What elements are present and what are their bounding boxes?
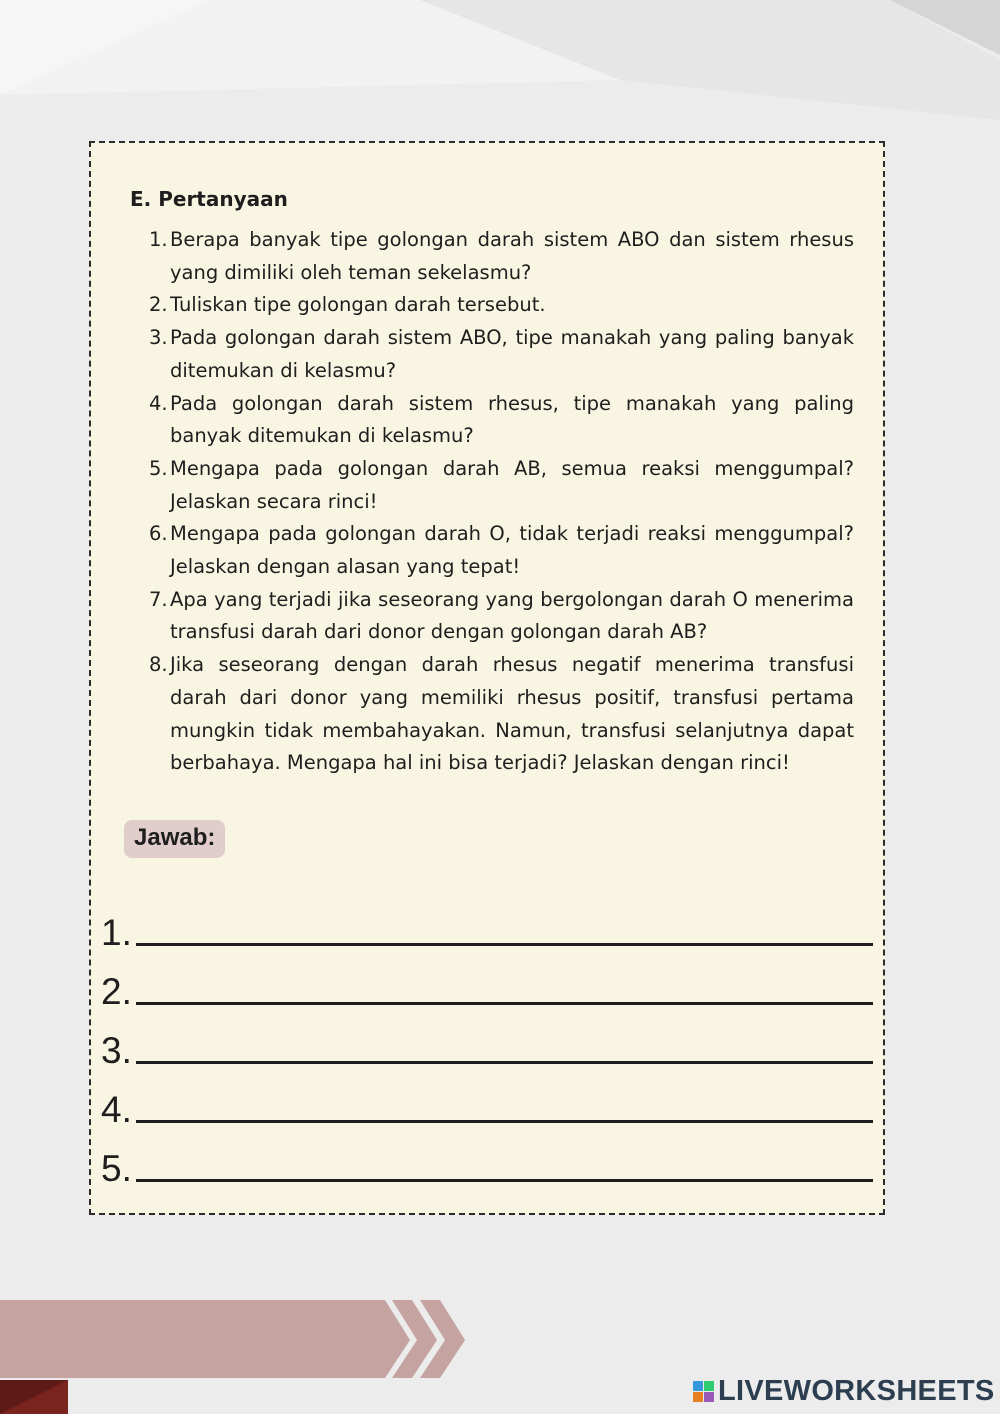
question-text: Tuliskan tipe golongan darah tersebut. bbox=[170, 293, 546, 317]
question-item bbox=[149, 388, 854, 453]
answer-list bbox=[101, 893, 873, 1188]
question-number: 6. bbox=[149, 522, 168, 546]
answer-row bbox=[101, 1011, 873, 1070]
question-item bbox=[149, 649, 854, 780]
question-number: 8. bbox=[149, 653, 168, 677]
question-item bbox=[149, 322, 854, 387]
answer-row bbox=[101, 1070, 873, 1129]
question-text: Mengapa pada golongan darah O, tidak terjadi reaksi menggumpal? Jelaskan dengan alasan yang tepat! bbox=[170, 522, 854, 579]
question-number: 2. bbox=[149, 293, 168, 317]
answer-input-4[interactable] bbox=[136, 1108, 873, 1123]
question-item bbox=[149, 224, 854, 289]
question-item bbox=[149, 289, 854, 322]
question-number: 7. bbox=[149, 587, 168, 611]
liveworksheets-logo-icon bbox=[693, 1381, 714, 1402]
answer-number: 1. bbox=[101, 912, 132, 953]
answer-input-2[interactable] bbox=[136, 990, 873, 1005]
answer-number: 2. bbox=[101, 971, 132, 1012]
question-text: Pada golongan darah sistem ABO, tipe manakah yang paling banyak ditemukan di kelasmu? bbox=[170, 326, 854, 382]
answer-number: 5. bbox=[101, 1148, 132, 1189]
question-text: Pada golongan darah sistem rhesus, tipe manakah yang paling banyak ditemukan di kelasmu? bbox=[170, 391, 854, 448]
question-number: 5. bbox=[149, 456, 168, 480]
question-text: Jika seseorang dengan darah rhesus negatif menerima transfusi darah dari donor yang memiliki rhesus positif, transfusi pertama mungkin tidak membahayakan. Namun, transfusi selanjutnya dapat berbahaya. Mengapa hal ini bisa terjadi? Jelaskan dengan rinci! bbox=[170, 653, 854, 775]
answer-label: Jawab: bbox=[124, 820, 225, 858]
answer-number: 3. bbox=[101, 1030, 132, 1071]
answer-row bbox=[101, 893, 873, 952]
answer-number: 4. bbox=[101, 1089, 132, 1130]
brand-name: LIVEWORKSHEETS bbox=[718, 1375, 995, 1407]
question-number: 1. bbox=[149, 228, 168, 251]
section-title: E. Pertanyaan bbox=[130, 187, 288, 211]
question-card bbox=[89, 141, 885, 1215]
question-text: Apa yang terjadi jika seseorang yang bergolongan darah O menerima transfusi darah dari donor dengan golongan darah AB? bbox=[170, 587, 854, 644]
question-number: 4. bbox=[149, 391, 168, 415]
header-decoration bbox=[0, 0, 1000, 140]
brand-logo bbox=[693, 1375, 995, 1408]
answer-input-1[interactable] bbox=[136, 931, 873, 946]
footer-band-decoration bbox=[0, 1296, 470, 1414]
answer-row bbox=[101, 952, 873, 1011]
question-item bbox=[149, 584, 854, 649]
answer-input-3[interactable] bbox=[136, 1049, 873, 1064]
question-item bbox=[149, 453, 854, 518]
question-list bbox=[149, 224, 854, 780]
answer-row bbox=[101, 1129, 873, 1188]
question-text: Berapa banyak tipe golongan darah sistem ABO dan sistem rhesus yang dimiliki oleh teman sekelasmu? bbox=[170, 228, 854, 284]
question-text: Mengapa pada golongan darah AB, semua reaksi menggumpal? Jelaskan secara rinci! bbox=[170, 456, 854, 513]
answer-input-5[interactable] bbox=[136, 1167, 873, 1182]
question-item bbox=[149, 518, 854, 583]
question-number: 3. bbox=[149, 326, 168, 350]
